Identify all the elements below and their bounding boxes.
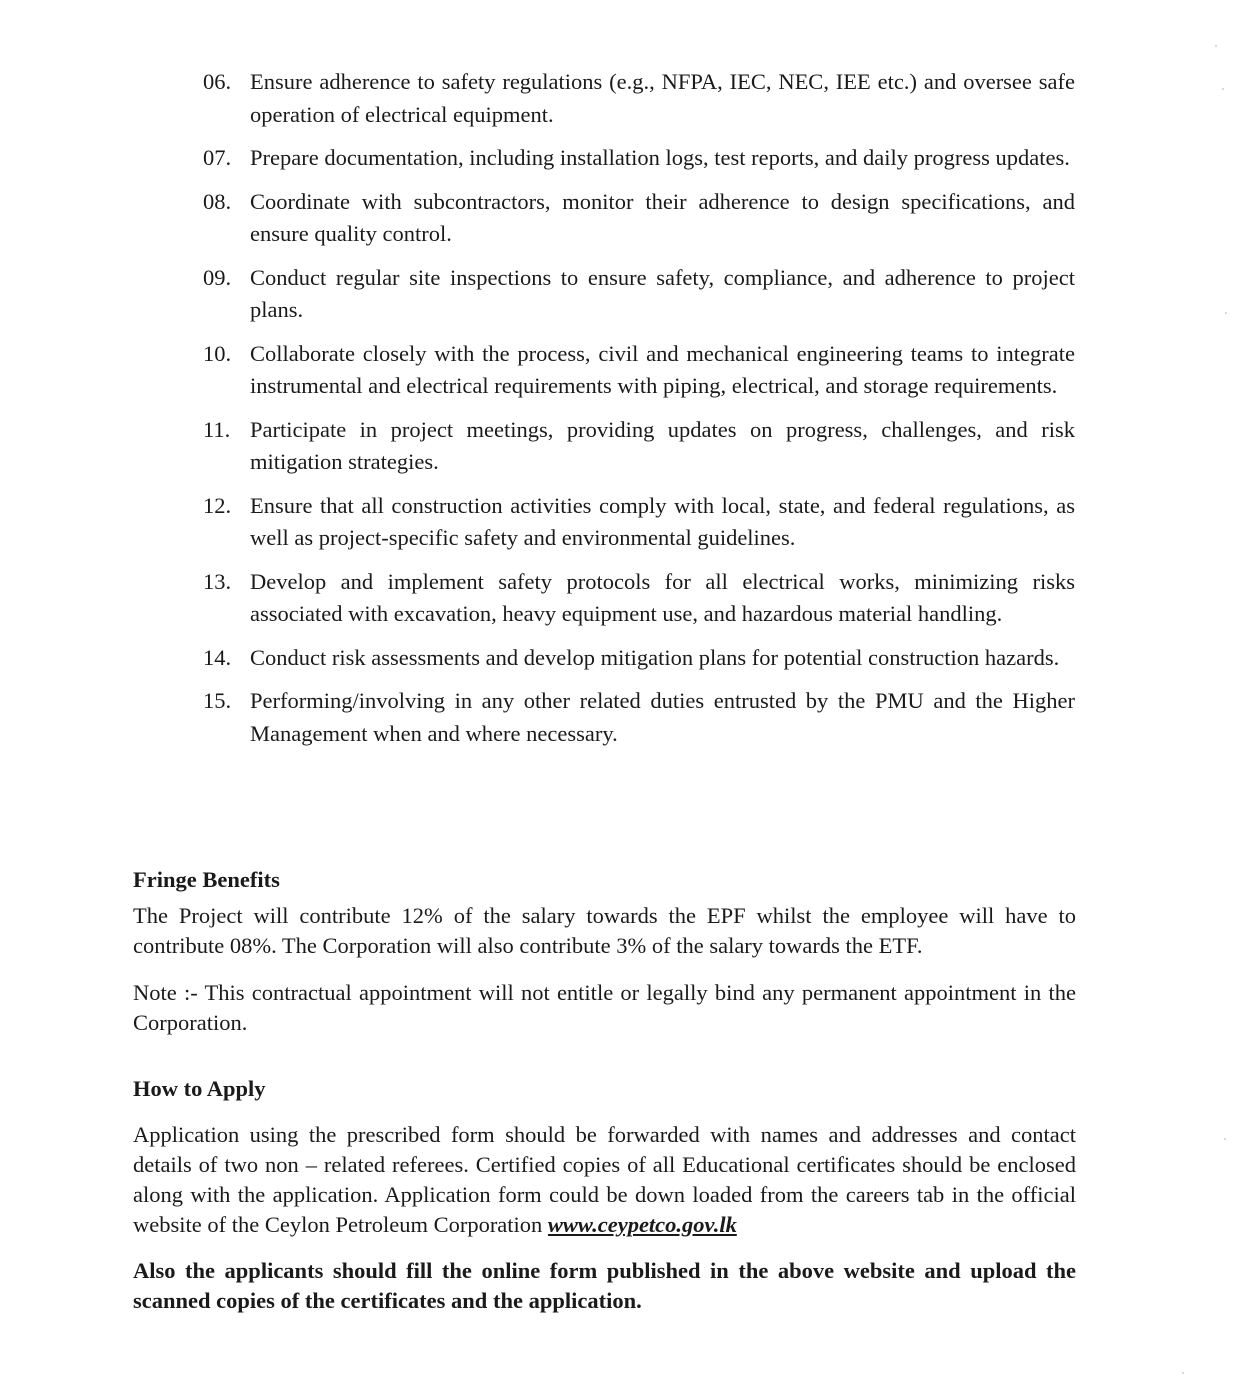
item-text: Conduct risk assessments and develop mitigation plans for potential construction hazards. (250, 644, 1060, 670)
list-item (203, 66, 1075, 131)
list-item (203, 685, 1075, 750)
list-item (203, 490, 1075, 555)
item-number: 13. (203, 568, 232, 594)
online-form-note: Also the applicants should fill the online form published in the above website and upload the scanned copies of the certificates and the application. (133, 1258, 1076, 1313)
website-link[interactable]: www.ceypetco.gov.lk (547, 1212, 737, 1237)
item-number: 08. (203, 188, 232, 214)
item-text: Conduct regular site inspections to ensure safety, compliance, and adherence to project plans. (250, 264, 1075, 322)
list-item (203, 142, 1075, 175)
list-item (203, 186, 1075, 251)
item-number: 07. (203, 145, 232, 170)
list-item (203, 262, 1075, 327)
item-number: 06. (203, 69, 232, 94)
item-text: Develop and implement safety protocols for all electrical works, minimizing risks associated with excavation, heavy equipment use, and hazardous material handling. (250, 568, 1075, 626)
how-to-apply-heading: How to Apply (133, 1076, 266, 1101)
scan-speck (1224, 1138, 1226, 1140)
fringe-benefits-heading: Fringe Benefits (133, 867, 280, 892)
item-number: 09. (203, 264, 232, 290)
scan-speck (1182, 1372, 1184, 1374)
item-number: 10. (203, 340, 232, 366)
list-item (203, 414, 1075, 479)
item-number: 12. (203, 492, 232, 518)
list-item (203, 566, 1075, 631)
scan-speck (1222, 88, 1224, 90)
fringe-benefits-section (133, 865, 1076, 1038)
item-text: Collaborate closely with the process, civil and mechanical engineering teams to integrate instrumental and electrical requirements with piping, electrical, and storage requirements. (250, 340, 1075, 398)
scan-speck (1215, 45, 1217, 47)
fringe-benefits-text: The Project will contribute 12% of the salary towards the EPF whilst the employee will have to contribute 08%. The Corporation will also contribute 3% of the salary towards the ETF. (133, 903, 1076, 958)
list-item (203, 338, 1075, 403)
list-item (203, 642, 1075, 675)
how-to-apply-text (133, 1120, 1076, 1240)
how-to-apply-section (133, 1074, 1076, 1316)
item-number: 11. (203, 416, 231, 442)
note-text: Note :- This contractual appointment will not entitle or legally bind any permanent appointment in the Corporation. (133, 980, 1076, 1035)
item-text: Ensure adherence to safety regulations (e.g., NFPA, IEC, NEC, IEE etc.) and oversee safe operation of electrical equipment. (250, 69, 1075, 127)
scan-speck (1225, 312, 1227, 314)
item-number: 15. (203, 688, 232, 713)
how-to-apply-body: Application using the prescribed form should be forwarded with names and addresses and contact details of two non – related referees. Certified copies of all Educational certificates should be enclosed along with the application. Application form could be down loaded from the careers tab in the official website of the Ceylon Petroleum Corporation (133, 1122, 1076, 1237)
item-text: Coordinate with subcontractors, monitor their adherence to design specifications, and ensure quality control. (250, 188, 1075, 246)
item-text: Participate in project meetings, providing updates on progress, challenges, and risk mitigation strategies. (250, 416, 1075, 474)
item-text: Performing/involving in any other related duties entrusted by the PMU and the Higher Management when and where necessary. (250, 688, 1075, 746)
duties-list (203, 66, 1075, 761)
item-text: Ensure that all construction activities comply with local, state, and federal regulations, as well as project-specific safety and environmental guidelines. (250, 492, 1075, 550)
item-number: 14. (203, 644, 232, 670)
item-text: Prepare documentation, including installation logs, test reports, and daily progress updates. (250, 145, 1070, 170)
